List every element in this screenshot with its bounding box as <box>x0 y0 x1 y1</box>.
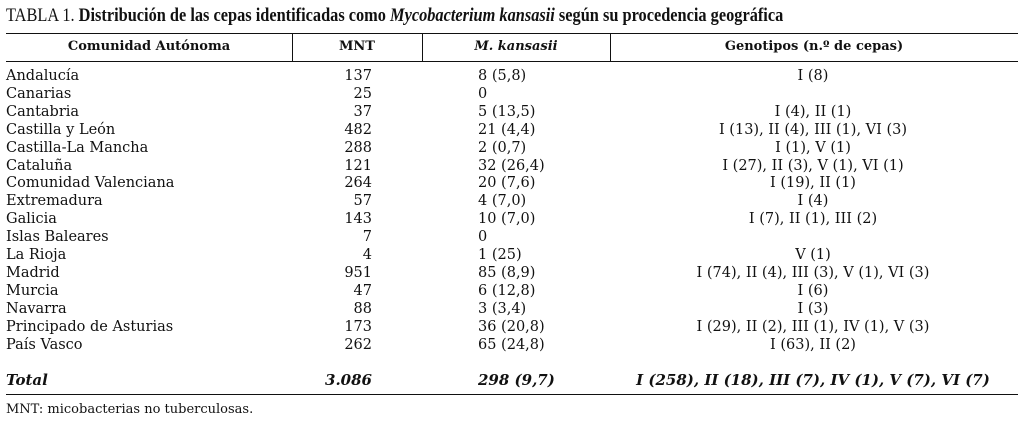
cell-genotypes: I (4), II (1) <box>774 103 852 120</box>
cell-region: Galicia <box>6 211 57 228</box>
title-species: Mycobacterium kansasii <box>390 5 555 26</box>
cell-mnt: 121 <box>344 157 372 174</box>
table-row <box>6 210 1018 228</box>
cell-kansasii: 2 (0,7) <box>478 139 527 156</box>
cell-genotypes: I (7), II (1), III (2) <box>748 211 878 228</box>
bottom-rule <box>6 394 1018 395</box>
cell-mnt: 482 <box>344 121 372 138</box>
table-row <box>6 67 1018 85</box>
cell-region: Navarra <box>6 300 67 317</box>
total-genotypes: I (258), II (18), III (7), IV (1), V (7), VI (7) <box>636 371 990 389</box>
cell-kansasii: 0 <box>478 85 488 102</box>
footnote: MNT: micobacterias no tuberculosas. <box>6 402 254 417</box>
table-row <box>6 103 1018 121</box>
cell-region: Murcia <box>6 282 59 299</box>
cell-kansasii: 0 <box>478 229 488 246</box>
cell-genotypes: I (63), II (2) <box>770 336 856 353</box>
cell-genotypes: I (74), II (4), III (3), V (1), VI (3) <box>696 264 930 281</box>
cell-mnt: 25 <box>353 85 372 102</box>
cell-kansasii: 85 (8,9) <box>478 264 536 281</box>
cell-kansasii: 1 (25) <box>478 247 522 263</box>
cell-region: Canarias <box>6 85 72 102</box>
table-row <box>6 336 1018 354</box>
cell-genotypes: V (1) <box>795 247 831 263</box>
cell-region: Cataluña <box>6 157 73 174</box>
cell-region: Castilla-La Mancha <box>6 139 149 156</box>
cell-mnt: 37 <box>353 103 372 120</box>
total-row <box>6 371 1018 389</box>
table-label: TABLA 1. <box>6 5 75 26</box>
table-row <box>6 318 1018 336</box>
cell-mnt: 262 <box>344 336 372 353</box>
cell-genotypes: I (19), II (1) <box>770 175 856 192</box>
cell-mnt: 173 <box>344 318 372 335</box>
table-row <box>6 139 1018 157</box>
cell-mnt: 4 <box>362 247 372 263</box>
cell-mnt: 288 <box>344 139 372 156</box>
cell-genotypes: I (8) <box>797 68 829 84</box>
total-kansasii: 298 (9,7) <box>478 371 555 389</box>
cell-region: Andalucía <box>6 68 80 84</box>
header-genotypes: Genotipos (n.º de cepas) <box>724 39 904 54</box>
cell-mnt: 143 <box>344 211 372 228</box>
table-row <box>6 228 1018 246</box>
cell-region: Castilla y León <box>6 121 116 138</box>
header-mnt: MNT <box>339 39 375 54</box>
cell-region: Islas Baleares <box>6 229 109 246</box>
cell-genotypes: I (29), II (2), III (1), IV (1), V (3) <box>696 318 930 335</box>
table-row <box>6 121 1018 139</box>
cell-region: Comunidad Valenciana <box>6 175 175 192</box>
table-row <box>6 85 1018 103</box>
cell-kansasii: 4 (7,0) <box>478 193 527 210</box>
cell-mnt: 137 <box>344 68 372 84</box>
cell-genotypes: I (1), V (1) <box>775 139 851 156</box>
cell-mnt: 7 <box>362 229 372 246</box>
cell-region: Madrid <box>6 264 60 281</box>
header-kansasii: M. kansasii <box>474 39 558 54</box>
table-row <box>6 192 1018 210</box>
title-text-after: según su procedencia geográfica <box>558 5 784 26</box>
cell-mnt: 57 <box>353 193 372 210</box>
table-row <box>6 300 1018 318</box>
header-rule <box>6 61 1018 62</box>
cell-kansasii: 32 (26,4) <box>478 157 545 174</box>
cell-kansasii: 5 (13,5) <box>478 103 536 120</box>
cell-genotypes: I (4) <box>797 193 829 210</box>
cell-kansasii: 10 (7,0) <box>478 211 536 228</box>
cell-region: País Vasco <box>6 336 83 353</box>
total-label: Total <box>6 371 48 389</box>
table-row <box>6 157 1018 175</box>
table-row <box>6 246 1018 264</box>
cell-kansasii: 36 (20,8) <box>478 318 545 335</box>
header-region: Comunidad Autónoma <box>67 39 231 54</box>
table-row <box>6 264 1018 282</box>
cell-genotypes: I (13), II (4), III (1), VI (3) <box>718 121 908 138</box>
cell-kansasii: 65 (24,8) <box>478 336 545 353</box>
cell-region: Extremadura <box>6 193 103 210</box>
cell-kansasii: 21 (4,4) <box>478 121 536 138</box>
title-text-before: Distribución de las cepas identificadas como <box>78 5 386 26</box>
table-title <box>6 4 783 28</box>
cell-kansasii: 8 (5,8) <box>478 68 527 84</box>
cell-genotypes: I (27), II (3), V (1), VI (1) <box>722 157 904 174</box>
cell-region: Principado de Asturias <box>6 318 174 335</box>
cell-mnt: 47 <box>353 282 372 299</box>
cell-region: Cantabria <box>6 103 80 120</box>
total-mnt: 3.086 <box>325 371 372 389</box>
cell-kansasii: 3 (3,4) <box>478 300 527 317</box>
top-rule <box>6 33 1018 34</box>
cell-mnt: 264 <box>344 175 372 192</box>
cell-genotypes: I (3) <box>797 300 829 317</box>
cell-mnt: 951 <box>344 264 372 281</box>
table-row <box>6 174 1018 192</box>
cell-kansasii: 20 (7,6) <box>478 175 536 192</box>
cell-region: La Rioja <box>6 247 67 263</box>
table-row <box>6 282 1018 300</box>
cell-genotypes: I (6) <box>797 282 829 299</box>
cell-kansasii: 6 (12,8) <box>478 282 536 299</box>
cell-mnt: 88 <box>353 300 372 317</box>
